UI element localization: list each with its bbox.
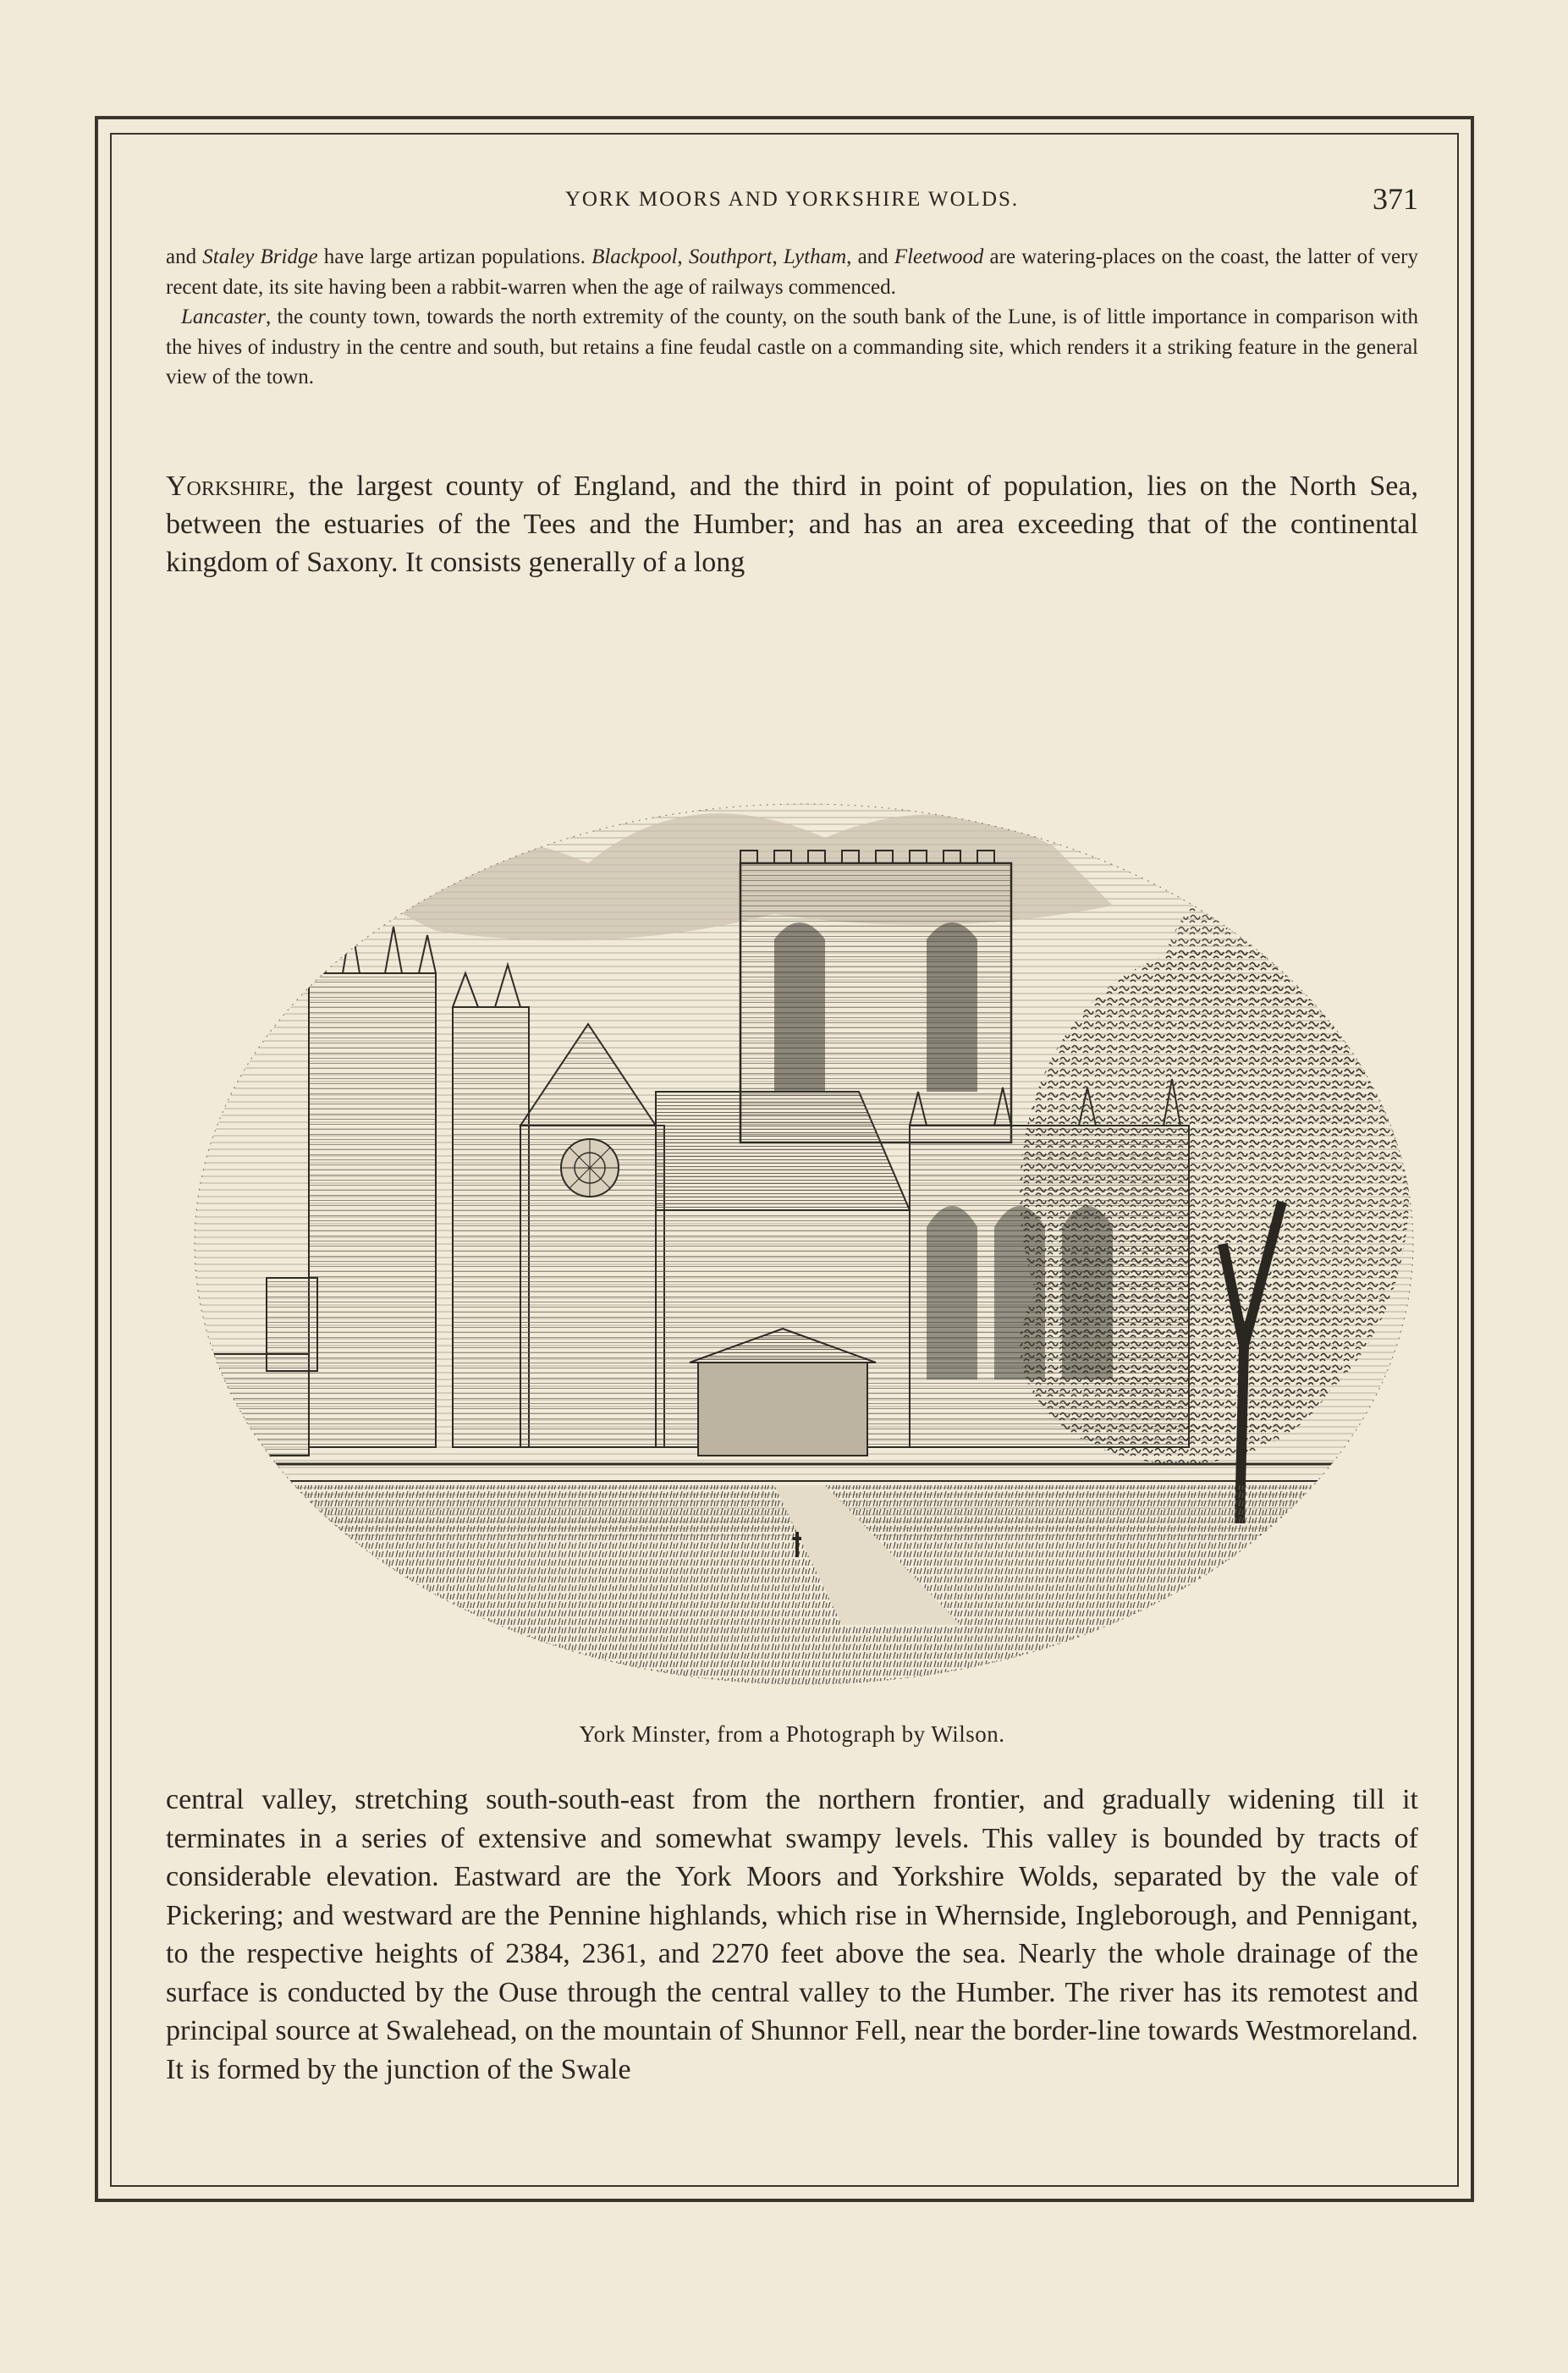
continuation-paragraph (166, 1781, 1418, 2089)
place-name: Staley Bridge (202, 245, 318, 268)
running-head: YORK MOORS AND YORKSHIRE WOLDS. (564, 188, 1020, 211)
place-name: Lancaster (181, 306, 266, 328)
york-minster-engraving (182, 652, 1426, 1705)
paragraph-text: central valley, stretching south-south-east from the northern frontier, and gradually widening till it terminates in a series of extensive and somewhat swampy levels. This valley is bounded by tracts of considerable elevation. Eastward are the York Moors and Yorkshire Wolds, separated by the vale of Pickering; and westward are the Pennine highlands, which rise in Whernside, Ingleborough, and Pennigant, to the respective heights of 2384, 2361, and 2270 feet above the sea. Nearly the whole drainage of the surface is conducted by the Ouse through the central valley to the Humber. The river has its remotest and principal source at Swalehead, on the mountain of Shunnor Fell, near the border-line towards Westmoreland. It is formed by the junction of the Swale (166, 1784, 1418, 2085)
yorkshire-paragraph (166, 467, 1418, 581)
page-header (166, 179, 1418, 217)
paragraph-staley-bridge: and Staley Bridge have large artizan populations. Blackpool, Southport, Lytham, and Fleetwood are watering-places on the coast, the latter of very recent date, its site having been a rabbit-warren when the age of railways commenced. (166, 245, 1418, 299)
paragraph-text: , the largest county of England, and the third in point of population, lies on the North Sea, between the estuaries of the Tees and the Humber; and has an area exceeding that of the continental kingdom of Saxony. It consists generally of a long (166, 471, 1418, 578)
figure-caption: York Minster, from a Photograph by Wilson. (579, 1721, 1005, 1747)
lead-word: Yorkshire (166, 471, 289, 502)
place-name: Southport (688, 245, 773, 268)
paragraph-text: have large artizan populations. (317, 245, 592, 268)
place-name: Blackpool (591, 245, 678, 268)
paragraph-lancaster (166, 302, 1418, 393)
place-name: Fleetwood (894, 245, 984, 268)
page-number: 371 (1373, 182, 1418, 216)
paragraph-text: , the county town, towards the north extremity of the county, on the south bank of the Lune, is of little importance in comparison with the hives of industry in the centre and south, but retains a fine feudal castle on a commanding site, which renders it a striking feature in the general view of the town. (166, 306, 1418, 388)
paragraph-text: are watering-places on the coast, the latter of very recent date, its site having been a rabbit-warren when the age of railways commenced. (166, 245, 1418, 299)
place-name: Lytham (783, 245, 847, 268)
engraving-scene (182, 779, 1426, 1705)
intro-text (166, 242, 1418, 393)
